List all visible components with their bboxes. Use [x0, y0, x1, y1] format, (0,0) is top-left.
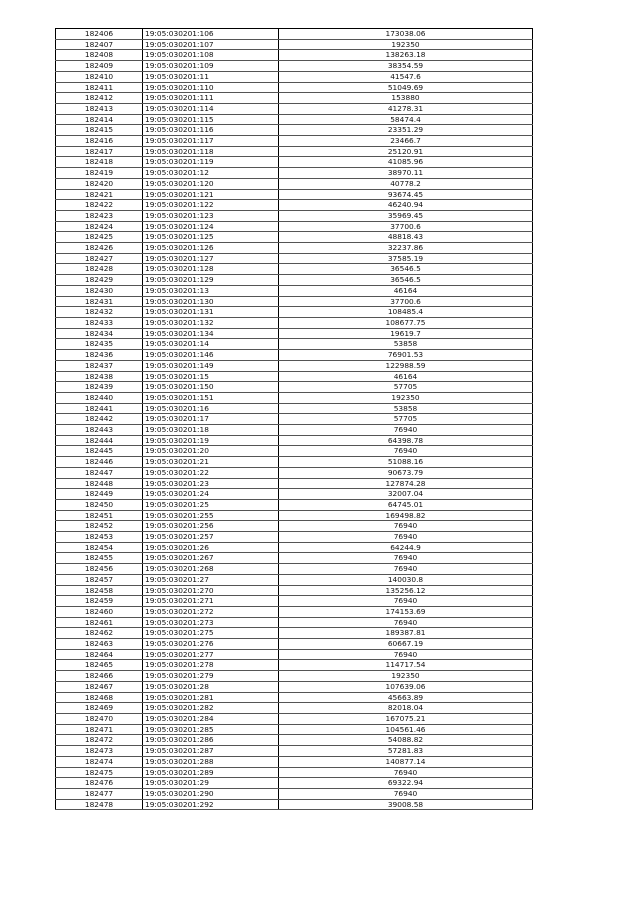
row-id-cell: 182427	[56, 253, 143, 264]
cadastral-number-cell: 19:05:030201:12	[143, 168, 279, 179]
row-id-cell: 182407	[56, 39, 143, 50]
row-id-cell: 182474	[56, 756, 143, 767]
cadastral-value-cell: 39008.58	[279, 799, 533, 810]
row-id-cell: 182468	[56, 692, 143, 703]
row-id-cell: 182463	[56, 639, 143, 650]
cadastral-number-cell: 19:05:030201:292	[143, 799, 279, 810]
row-id-cell: 182478	[56, 799, 143, 810]
cadastral-number-cell: 19:05:030201:275	[143, 628, 279, 639]
cadastral-value-cell: 41547.6	[279, 71, 533, 82]
cadastral-value-cell: 46164	[279, 285, 533, 296]
cadastral-number-cell: 19:05:030201:14	[143, 339, 279, 350]
cadastral-value-cell: 140877.14	[279, 756, 533, 767]
table-row	[56, 649, 533, 660]
cadastral-value-cell: 189387.81	[279, 628, 533, 639]
cadastral-value-cell: 174153.69	[279, 606, 533, 617]
cadastral-value-cell: 53858	[279, 339, 533, 350]
cadastral-value-cell: 64745.01	[279, 499, 533, 510]
cadastral-value-cell: 37700.6	[279, 296, 533, 307]
row-id-cell: 182420	[56, 178, 143, 189]
cadastral-number-cell: 19:05:030201:27	[143, 574, 279, 585]
cadastral-value-cell: 19619.7	[279, 328, 533, 339]
table-row	[56, 157, 533, 168]
cadastral-value-cell: 140030.8	[279, 574, 533, 585]
cadastral-value-cell: 76940	[279, 553, 533, 564]
row-id-cell: 182447	[56, 467, 143, 478]
table-row	[56, 799, 533, 810]
table-row	[56, 168, 533, 179]
table-row	[56, 414, 533, 425]
table-row	[56, 275, 533, 286]
cadastral-value-cell: 40778.2	[279, 178, 533, 189]
cadastral-number-cell: 19:05:030201:23	[143, 478, 279, 489]
cadastral-number-cell: 19:05:030201:267	[143, 553, 279, 564]
cadastral-value-cell: 54088.82	[279, 735, 533, 746]
table-row	[56, 425, 533, 436]
cadastral-value-cell: 51049.69	[279, 82, 533, 93]
cadastral-number-cell: 19:05:030201:121	[143, 189, 279, 200]
cadastral-number-cell: 19:05:030201:150	[143, 382, 279, 393]
table-row	[56, 382, 533, 393]
cadastral-number-cell: 19:05:030201:285	[143, 724, 279, 735]
cadastral-value-cell: 46240.94	[279, 200, 533, 211]
row-id-cell: 182465	[56, 660, 143, 671]
table-row	[56, 189, 533, 200]
cadastral-value-cell: 41085.96	[279, 157, 533, 168]
row-id-cell: 182446	[56, 457, 143, 468]
cadastral-number-cell: 19:05:030201:15	[143, 371, 279, 382]
row-id-cell: 182435	[56, 339, 143, 350]
cadastral-number-cell: 19:05:030201:13	[143, 285, 279, 296]
cadastral-number-cell: 19:05:030201:278	[143, 660, 279, 671]
cadastral-number-cell: 19:05:030201:115	[143, 114, 279, 125]
row-id-cell: 182473	[56, 746, 143, 757]
row-id-cell: 182428	[56, 264, 143, 275]
cadastral-value-cell: 114717.54	[279, 660, 533, 671]
row-id-cell: 182477	[56, 788, 143, 799]
row-id-cell: 182408	[56, 50, 143, 61]
table-row	[56, 574, 533, 585]
cadastral-value-cell: 167075.21	[279, 714, 533, 725]
table-row	[56, 489, 533, 500]
row-id-cell: 182411	[56, 82, 143, 93]
cadastral-value-cell: 76940	[279, 596, 533, 607]
table-body	[56, 29, 533, 810]
cadastral-number-cell: 19:05:030201:111	[143, 93, 279, 104]
cadastral-number-cell: 19:05:030201:118	[143, 146, 279, 157]
row-id-cell: 182442	[56, 414, 143, 425]
cadastral-number-cell: 19:05:030201:109	[143, 61, 279, 72]
cadastral-value-cell: 76940	[279, 532, 533, 543]
table-row	[56, 178, 533, 189]
cadastral-number-cell: 19:05:030201:16	[143, 403, 279, 414]
row-id-cell: 182439	[56, 382, 143, 393]
row-id-cell: 182449	[56, 489, 143, 500]
row-id-cell: 182409	[56, 61, 143, 72]
table-row	[56, 136, 533, 147]
cadastral-value-cell: 76940	[279, 788, 533, 799]
row-id-cell: 182426	[56, 243, 143, 254]
row-id-cell: 182440	[56, 392, 143, 403]
table-row	[56, 243, 533, 254]
cadastral-number-cell: 19:05:030201:123	[143, 210, 279, 221]
cadastral-number-cell: 19:05:030201:131	[143, 307, 279, 318]
row-id-cell: 182413	[56, 103, 143, 114]
cadastral-number-cell: 19:05:030201:26	[143, 542, 279, 553]
cadastral-number-cell: 19:05:030201:24	[143, 489, 279, 500]
table-row	[56, 50, 533, 61]
row-id-cell: 182460	[56, 606, 143, 617]
cadastral-number-cell: 19:05:030201:116	[143, 125, 279, 136]
cadastral-value-cell: 23466.7	[279, 136, 533, 147]
cadastral-number-cell: 19:05:030201:17	[143, 414, 279, 425]
table-row	[56, 71, 533, 82]
cadastral-number-cell: 19:05:030201:273	[143, 617, 279, 628]
cadastral-number-cell: 19:05:030201:284	[143, 714, 279, 725]
row-id-cell: 182415	[56, 125, 143, 136]
table-row	[56, 671, 533, 682]
table-row	[56, 103, 533, 114]
table-row	[56, 746, 533, 757]
cadastral-number-cell: 19:05:030201:29	[143, 778, 279, 789]
cadastral-number-cell: 19:05:030201:124	[143, 221, 279, 232]
cadastral-number-cell: 19:05:030201:281	[143, 692, 279, 703]
cadastral-value-cell: 173038.06	[279, 29, 533, 40]
cadastral-value-cell: 76940	[279, 767, 533, 778]
table-row	[56, 114, 533, 125]
table-row	[56, 317, 533, 328]
cadastral-value-cell: 35969.45	[279, 210, 533, 221]
cadastral-number-cell: 19:05:030201:149	[143, 360, 279, 371]
cadastral-value-cell: 82018.04	[279, 703, 533, 714]
row-id-cell: 182424	[56, 221, 143, 232]
row-id-cell: 182452	[56, 521, 143, 532]
row-id-cell: 182418	[56, 157, 143, 168]
row-id-cell: 182425	[56, 232, 143, 243]
table-row	[56, 778, 533, 789]
table-row	[56, 435, 533, 446]
cadastral-number-cell: 19:05:030201:11	[143, 71, 279, 82]
table-row	[56, 735, 533, 746]
row-id-cell: 182422	[56, 200, 143, 211]
row-id-cell: 182459	[56, 596, 143, 607]
row-id-cell: 182448	[56, 478, 143, 489]
row-id-cell: 182456	[56, 564, 143, 575]
cadastral-value-cell: 192350	[279, 671, 533, 682]
table-row	[56, 221, 533, 232]
row-id-cell: 182471	[56, 724, 143, 735]
row-id-cell: 182454	[56, 542, 143, 553]
cadastral-number-cell: 19:05:030201:272	[143, 606, 279, 617]
cadastral-number-cell: 19:05:030201:21	[143, 457, 279, 468]
row-id-cell: 182431	[56, 296, 143, 307]
cadastral-value-cell: 53858	[279, 403, 533, 414]
table-row	[56, 328, 533, 339]
cadastral-number-cell: 19:05:030201:255	[143, 510, 279, 521]
cadastral-number-cell: 19:05:030201:122	[143, 200, 279, 211]
cadastral-number-cell: 19:05:030201:18	[143, 425, 279, 436]
cadastral-number-cell: 19:05:030201:132	[143, 317, 279, 328]
row-id-cell: 182432	[56, 307, 143, 318]
table-row	[56, 606, 533, 617]
row-id-cell: 182451	[56, 510, 143, 521]
table-row	[56, 542, 533, 553]
cadastral-number-cell: 19:05:030201:22	[143, 467, 279, 478]
cadastral-number-cell: 19:05:030201:125	[143, 232, 279, 243]
cadastral-number-cell: 19:05:030201:19	[143, 435, 279, 446]
table-row	[56, 146, 533, 157]
cadastral-value-cell: 25120.91	[279, 146, 533, 157]
row-id-cell: 182461	[56, 617, 143, 628]
cadastral-value-cell: 93674.45	[279, 189, 533, 200]
cadastral-value-cell: 76940	[279, 649, 533, 660]
cadastral-value-cell: 45663.89	[279, 692, 533, 703]
row-id-cell: 182462	[56, 628, 143, 639]
cadastral-value-cell: 46164	[279, 371, 533, 382]
cadastral-number-cell: 19:05:030201:28	[143, 681, 279, 692]
cadastral-number-cell: 19:05:030201:279	[143, 671, 279, 682]
table-row	[56, 639, 533, 650]
cadastral-value-cell: 76940	[279, 446, 533, 457]
table-row	[56, 392, 533, 403]
cadastral-number-cell: 19:05:030201:146	[143, 350, 279, 361]
table-row	[56, 264, 533, 275]
cadastral-value-cell: 76901.53	[279, 350, 533, 361]
cadastral-number-cell: 19:05:030201:276	[143, 639, 279, 650]
cadastral-number-cell: 19:05:030201:257	[143, 532, 279, 543]
table-row	[56, 585, 533, 596]
cadastral-value-cell: 57705	[279, 414, 533, 425]
cadastral-number-cell: 19:05:030201:151	[143, 392, 279, 403]
row-id-cell: 182429	[56, 275, 143, 286]
cadastral-value-cell: 38970.11	[279, 168, 533, 179]
cadastral-value-cell: 76940	[279, 564, 533, 575]
table-row	[56, 724, 533, 735]
cadastral-value-cell: 169498.82	[279, 510, 533, 521]
cadastral-value-cell: 57281.83	[279, 746, 533, 757]
row-id-cell: 182458	[56, 585, 143, 596]
table-row	[56, 499, 533, 510]
cadastral-value-cell: 69322.94	[279, 778, 533, 789]
cadastral-number-cell: 19:05:030201:120	[143, 178, 279, 189]
row-id-cell: 182476	[56, 778, 143, 789]
row-id-cell: 182433	[56, 317, 143, 328]
cadastral-number-cell: 19:05:030201:286	[143, 735, 279, 746]
cadastral-value-cell: 64244.9	[279, 542, 533, 553]
table-row	[56, 714, 533, 725]
cadastral-value-cell: 60667.19	[279, 639, 533, 650]
cadastral-value-cell: 104561.46	[279, 724, 533, 735]
row-id-cell: 182434	[56, 328, 143, 339]
cadastral-value-cell: 32007.04	[279, 489, 533, 500]
table-row	[56, 371, 533, 382]
table-row	[56, 39, 533, 50]
row-id-cell: 182469	[56, 703, 143, 714]
cadastral-value-cell: 192350	[279, 39, 533, 50]
row-id-cell: 182414	[56, 114, 143, 125]
cadastral-number-cell: 19:05:030201:277	[143, 649, 279, 660]
row-id-cell: 182410	[56, 71, 143, 82]
row-id-cell: 182406	[56, 29, 143, 40]
cadastral-number-cell: 19:05:030201:106	[143, 29, 279, 40]
cadastral-value-cell: 122988.59	[279, 360, 533, 371]
table-row	[56, 596, 533, 607]
cadastral-value-cell: 90673.79	[279, 467, 533, 478]
table-row	[56, 564, 533, 575]
cadastral-value-cell: 58474.4	[279, 114, 533, 125]
cadastral-value-cell: 36546.5	[279, 275, 533, 286]
cadastral-value-cell: 135256.12	[279, 585, 533, 596]
cadastral-value-cell: 41278.31	[279, 103, 533, 114]
table-row	[56, 703, 533, 714]
row-id-cell: 182441	[56, 403, 143, 414]
cadastral-value-cell: 153880	[279, 93, 533, 104]
cadastral-number-cell: 19:05:030201:127	[143, 253, 279, 264]
table-row	[56, 510, 533, 521]
cadastral-value-cell: 64398.78	[279, 435, 533, 446]
row-id-cell: 182455	[56, 553, 143, 564]
cadastral-number-cell: 19:05:030201:130	[143, 296, 279, 307]
table-row	[56, 307, 533, 318]
table-row	[56, 285, 533, 296]
table-row	[56, 360, 533, 371]
row-id-cell: 182472	[56, 735, 143, 746]
row-id-cell: 182421	[56, 189, 143, 200]
table-row	[56, 457, 533, 468]
cadastral-number-cell: 19:05:030201:282	[143, 703, 279, 714]
row-id-cell: 182464	[56, 649, 143, 660]
row-id-cell: 182467	[56, 681, 143, 692]
cadastral-value-cell: 138263.18	[279, 50, 533, 61]
table-row	[56, 232, 533, 243]
cadastral-value-table	[55, 28, 533, 810]
table-row	[56, 756, 533, 767]
cadastral-number-cell: 19:05:030201:110	[143, 82, 279, 93]
cadastral-value-cell: 76940	[279, 617, 533, 628]
table-row	[56, 200, 533, 211]
table-row	[56, 125, 533, 136]
cadastral-value-cell: 108677.75	[279, 317, 533, 328]
cadastral-value-cell: 57705	[279, 382, 533, 393]
cadastral-value-cell: 48818.43	[279, 232, 533, 243]
table-row	[56, 93, 533, 104]
table-row	[56, 296, 533, 307]
table-row	[56, 692, 533, 703]
table-row	[56, 61, 533, 72]
cadastral-value-cell: 76940	[279, 425, 533, 436]
cadastral-value-cell: 23351.29	[279, 125, 533, 136]
cadastral-number-cell: 19:05:030201:107	[143, 39, 279, 50]
cadastral-number-cell: 19:05:030201:290	[143, 788, 279, 799]
cadastral-number-cell: 19:05:030201:128	[143, 264, 279, 275]
table-row	[56, 553, 533, 564]
cadastral-value-cell: 37585.19	[279, 253, 533, 264]
cadastral-number-cell: 19:05:030201:20	[143, 446, 279, 457]
row-id-cell: 182475	[56, 767, 143, 778]
row-id-cell: 182466	[56, 671, 143, 682]
cadastral-number-cell: 19:05:030201:270	[143, 585, 279, 596]
cadastral-value-cell: 108485.4	[279, 307, 533, 318]
row-id-cell: 182416	[56, 136, 143, 147]
table-row	[56, 29, 533, 40]
row-id-cell: 182437	[56, 360, 143, 371]
cadastral-value-cell: 32237.86	[279, 243, 533, 254]
table-row	[56, 681, 533, 692]
cadastral-number-cell: 19:05:030201:25	[143, 499, 279, 510]
cadastral-number-cell: 19:05:030201:114	[143, 103, 279, 114]
cadastral-number-cell: 19:05:030201:108	[143, 50, 279, 61]
cadastral-value-cell: 107639.06	[279, 681, 533, 692]
row-id-cell: 182470	[56, 714, 143, 725]
cadastral-number-cell: 19:05:030201:129	[143, 275, 279, 286]
row-id-cell: 182430	[56, 285, 143, 296]
table-row	[56, 767, 533, 778]
table-row	[56, 403, 533, 414]
cadastral-number-cell: 19:05:030201:119	[143, 157, 279, 168]
cadastral-value-cell: 192350	[279, 392, 533, 403]
table-row	[56, 350, 533, 361]
cadastral-value-cell: 51088.16	[279, 457, 533, 468]
cadastral-value-cell: 36546.5	[279, 264, 533, 275]
table-row	[56, 478, 533, 489]
table-row	[56, 532, 533, 543]
cadastral-value-cell: 127874.28	[279, 478, 533, 489]
row-id-cell: 182457	[56, 574, 143, 585]
cadastral-number-cell: 19:05:030201:117	[143, 136, 279, 147]
table-row	[56, 617, 533, 628]
table-row	[56, 446, 533, 457]
row-id-cell: 182412	[56, 93, 143, 104]
cadastral-number-cell: 19:05:030201:134	[143, 328, 279, 339]
table-row	[56, 210, 533, 221]
table-row	[56, 788, 533, 799]
row-id-cell: 182445	[56, 446, 143, 457]
cadastral-value-cell: 38354.59	[279, 61, 533, 72]
cadastral-number-cell: 19:05:030201:126	[143, 243, 279, 254]
row-id-cell: 182419	[56, 168, 143, 179]
row-id-cell: 182436	[56, 350, 143, 361]
table-row	[56, 628, 533, 639]
row-id-cell: 182423	[56, 210, 143, 221]
cadastral-number-cell: 19:05:030201:271	[143, 596, 279, 607]
cadastral-number-cell: 19:05:030201:287	[143, 746, 279, 757]
row-id-cell: 182453	[56, 532, 143, 543]
table-row	[56, 467, 533, 478]
row-id-cell: 182450	[56, 499, 143, 510]
table-row	[56, 339, 533, 350]
cadastral-number-cell: 19:05:030201:289	[143, 767, 279, 778]
row-id-cell: 182443	[56, 425, 143, 436]
row-id-cell: 182417	[56, 146, 143, 157]
cadastral-value-cell: 76940	[279, 521, 533, 532]
cadastral-number-cell: 19:05:030201:256	[143, 521, 279, 532]
table-row	[56, 660, 533, 671]
row-id-cell: 182438	[56, 371, 143, 382]
cadastral-number-cell: 19:05:030201:288	[143, 756, 279, 767]
table-row	[56, 521, 533, 532]
row-id-cell: 182444	[56, 435, 143, 446]
cadastral-number-cell: 19:05:030201:268	[143, 564, 279, 575]
table-row	[56, 253, 533, 264]
cadastral-value-cell: 37700.6	[279, 221, 533, 232]
table-row	[56, 82, 533, 93]
